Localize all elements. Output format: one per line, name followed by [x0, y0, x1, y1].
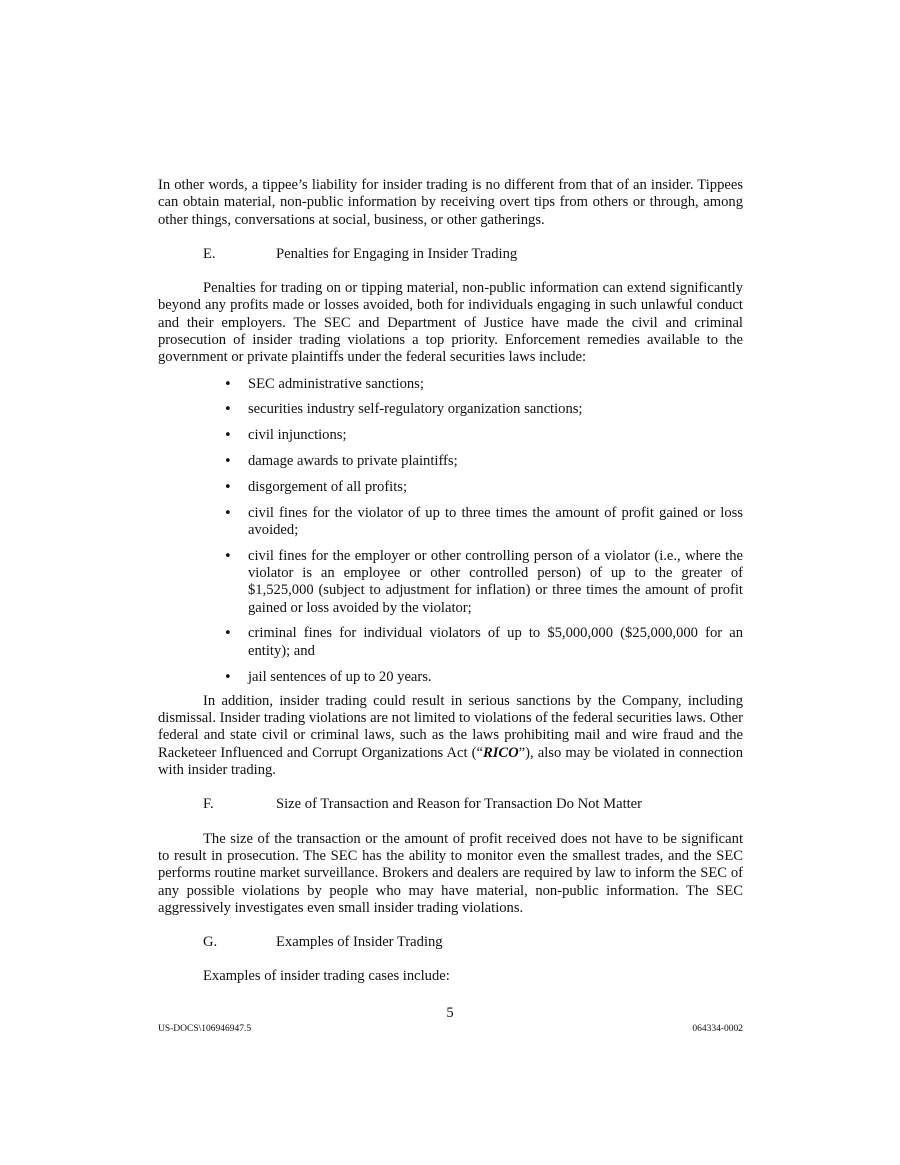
- penalty-list-item: • securities industry self-regulatory organization sanctions;: [224, 401, 743, 418]
- page-number: 5: [446, 1005, 454, 1021]
- penalty-list: [158, 376, 743, 686]
- section-g-title: Examples of Insider Trading: [276, 934, 443, 951]
- rico-term: RICO: [482, 744, 519, 761]
- penalty-list-item: • civil fines for the violator of up to three times the amount of profit gained or loss avoided;: [224, 505, 743, 540]
- penalty-list-item: • disgorgement of all profits;: [224, 479, 743, 496]
- penalty-list-item: • civil injunctions;: [224, 427, 743, 444]
- penalty-list-item: • SEC administrative sanctions;: [224, 376, 743, 393]
- after-part1: In addition, insider trading could result in serious sanctions by the Company, including dismissal. Insider trading violations are not limited to violations of the federal securities laws. Other federal and state civil or criminal laws, such as the laws prohibiting mail and wire fraud and the Racketeer Influenced and Corrupt Organizations Act (“: [158, 692, 743, 761]
- section-g-heading: [158, 934, 743, 951]
- section-f-title: Size of Transaction and Reason for Transaction Do Not Matter: [276, 796, 643, 813]
- after-part2: ”), also may be violated in connection with insider trading.: [158, 744, 743, 779]
- penalty-list-item: • civil fines for the employer or other controlling person of a violator (i.e., where the violator is an employee or other controlled person) of up to the greater of $1,525,000 (subject to adjustment for inflation) or three times the amount of profit gained or loss avoided by the violator;: [224, 548, 743, 617]
- section-g-letter: G.: [203, 934, 218, 951]
- section-e-heading: [158, 246, 743, 263]
- section-e-paragraph: Penalties for trading on or tipping material, non-public information can extend significantly beyond any profits made or losses avoided, both for individuals engaging in such unlawful conduct and their employers. The SEC and Department of Justice have made the civil and criminal prosecution of insider trading violations a top priority. Enforcement remedies available to the government or private plaintiffs under the federal securities laws include:: [158, 280, 743, 366]
- document-id: US-DOCS\106946947.5: [158, 1024, 252, 1034]
- section-f-letter: F.: [203, 796, 214, 813]
- penalty-list-item: • jail sentences of up to 20 years.: [224, 669, 743, 686]
- section-e-letter: E.: [203, 245, 216, 262]
- section-e-after-paragraph: [158, 693, 743, 779]
- section-f-paragraph: The size of the transaction or the amount of profit received does not have to be significant to result in prosecution. The SEC has the ability to monitor even the smallest trades, and the SEC performs routine market surveillance. Brokers and dealers are required by law to inform the SEC of any possible violations by people who may have material, non-public information. The SEC aggressively investigates even small insider trading violations.: [158, 830, 743, 916]
- document-body: [158, 177, 743, 986]
- section-f-heading: [158, 796, 743, 813]
- matter-number: 064334-0002: [692, 1024, 743, 1034]
- section-g-paragraph: Examples of insider trading cases include:: [203, 968, 450, 985]
- penalty-list-item: • criminal fines for individual violators of up to $5,000,000 ($25,000,000 for an entity); and: [224, 625, 743, 660]
- penalty-list-item: • damage awards to private plaintiffs;: [224, 453, 743, 470]
- section-e-title: Penalties for Engaging in Insider Trading: [276, 245, 518, 262]
- intro-paragraph: In other words, a tippee’s liability for insider trading is no different from that of an insider. Tippees can obtain material, non-public information by receiving overt tips from others or through, among other things, conversations at social, business, or other gatherings.: [158, 177, 743, 228]
